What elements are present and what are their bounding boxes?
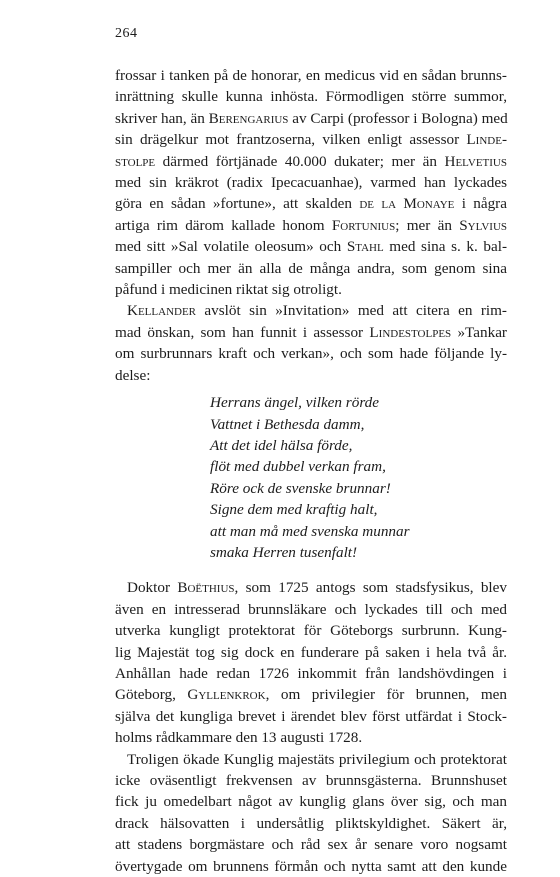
text-run: påfund i medicinen riktat sig otroligt. xyxy=(115,281,342,299)
text-line xyxy=(115,684,507,705)
text-line xyxy=(115,727,507,748)
poem-line: Att det idel hälsa förde, xyxy=(210,436,353,454)
text-run: utverka kungligt protektorat för Göteborgs surbrunn. Kung- xyxy=(115,622,507,640)
poem-line: Vattnet i Bethesda damm, xyxy=(210,415,365,433)
body-text xyxy=(115,65,507,877)
text-line xyxy=(115,663,507,684)
text-line xyxy=(115,65,507,86)
name-small-caps: Sylvius xyxy=(459,216,508,234)
text-run: artiga rim därom kallade honom xyxy=(115,216,332,234)
paragraph-2 xyxy=(115,300,507,386)
text-run: drack hälsovatten i undersåtlig pliktskyldighet. Säkert är, xyxy=(115,814,507,832)
name-small-caps: Lindestolpes xyxy=(369,323,452,341)
text-line xyxy=(115,258,507,279)
page-number: 264 xyxy=(115,26,138,41)
text-run: sin drägelkur mot frantzoserna, vilken enligt assessor xyxy=(115,131,467,149)
text-run: icke oväsentligt frekvensen av brunnsgästerna. Brunnshuset xyxy=(115,772,507,789)
text-run: , som 1725 antogs som stadsfysikus, blev xyxy=(234,579,507,597)
paragraph-4 xyxy=(115,749,507,877)
text-run: övertygade om brunnens förmån och nytta samt att den kunde xyxy=(115,857,507,875)
text-line xyxy=(115,577,507,598)
text-line xyxy=(115,322,507,343)
text-run: att stadens borgmästare och råd sex år senare voro nogsamt xyxy=(115,836,507,854)
text-line xyxy=(115,791,507,812)
text-run: därmed förtjänade 40.000 dukater; mer än xyxy=(155,152,445,170)
text-line xyxy=(115,343,507,364)
text-run: om surbrunnars kraft och verkan», och som hade följande ly- xyxy=(115,345,507,363)
text-run: »Tankar xyxy=(451,323,507,341)
name-small-caps: Stahl xyxy=(346,238,384,256)
text-run: själva det kungliga brevet i ärendet blev först utfärdat i Stock- xyxy=(115,707,507,725)
text-run: av Carpi (professor i Bologna) med xyxy=(288,109,508,127)
poem xyxy=(210,392,507,563)
poem-line: Röre ock de svenske brunnar! xyxy=(210,479,391,497)
paragraph-1 xyxy=(115,65,507,300)
text-run: med sin kräkrot (radix Ipecacuanhae), varmed han lyckades xyxy=(115,174,507,192)
text-line xyxy=(115,813,507,834)
text-run: avslöt sin »Invitation» med att citera en rim- xyxy=(196,302,507,320)
text-line xyxy=(115,86,507,107)
text-run: Troligen ökade Kunglig majestäts privilegium och protektorat xyxy=(127,750,507,768)
text-run: fick ju omedelbart något av kunglig glans över sig, och man xyxy=(115,793,507,811)
text-line xyxy=(115,129,507,150)
text-run: Doktor xyxy=(127,579,178,597)
name-small-caps: Fortunius xyxy=(331,216,396,234)
name-small-caps: Linde- xyxy=(466,131,507,149)
poem-line: smaka Herren tusenfalt! xyxy=(210,543,358,561)
text-line xyxy=(115,749,507,770)
text-line xyxy=(115,151,507,172)
text-line xyxy=(115,108,507,129)
name-small-caps: Kellander xyxy=(127,302,197,320)
text-run: ; mer än xyxy=(395,216,460,234)
text-line xyxy=(115,172,507,193)
text-line xyxy=(115,599,507,620)
text-run: holms rådkammare den 13 augusti 1728. xyxy=(115,729,363,747)
text-line xyxy=(115,620,507,641)
text-run: Göteborg, xyxy=(115,686,188,704)
text-line xyxy=(115,706,507,727)
poem-line: flöt med dubbel verkan fram, xyxy=(210,458,386,476)
text-line xyxy=(115,856,507,877)
poem-line: att man må med svenska munnar xyxy=(210,522,410,540)
text-run: delse: xyxy=(115,366,151,384)
text-run: mad önskan, som han funnit i assessor xyxy=(115,323,370,341)
text-line xyxy=(115,215,507,236)
name-small-caps: Berengarius xyxy=(208,109,289,127)
name-small-caps: stolpe xyxy=(115,152,156,170)
text-run: även en intresserad brunnsläkare och lyckades till och med xyxy=(115,600,507,618)
poem-line: Signe dem med kraftig halt, xyxy=(210,501,378,519)
poem-line: Herrans ängel, vilken rörde xyxy=(210,394,379,412)
name-small-caps: Helvetius xyxy=(444,152,507,170)
paragraph-3 xyxy=(115,577,507,748)
name-small-caps: Boëthius xyxy=(177,579,235,597)
text-line xyxy=(115,365,507,386)
text-run: göra en sådan »fortune», att skalden xyxy=(115,195,360,213)
text-run: Anhållan hade redan 1726 inkommit från landshövdingen i xyxy=(115,664,507,682)
text-run: frossar i tanken på de honorar, en medicus vid en sådan brunns- xyxy=(115,67,507,84)
text-run: inrättning skulle kunna inhösta. Förmodligen större summor, xyxy=(115,88,507,106)
text-run: , om privilegier för brunnen, men xyxy=(265,686,507,704)
text-line xyxy=(115,300,507,321)
text-line xyxy=(115,279,507,300)
text-run: med sitt »Sal volatile oleosum» och xyxy=(115,238,347,256)
name-small-caps: Gyllenkrok xyxy=(187,686,266,704)
text-line xyxy=(115,236,507,257)
text-run: lig Majestät tog sig dock en funderare på saken i hela två år. xyxy=(115,643,507,661)
text-run: med sina s. k. bal- xyxy=(383,238,507,256)
text-line xyxy=(115,193,507,214)
text-line xyxy=(115,834,507,855)
text-run: skriver han, än xyxy=(115,109,209,127)
text-run: sampiller och mer än alla de många andra, som genom sina xyxy=(115,259,507,277)
text-run: i några xyxy=(454,195,507,213)
text-line xyxy=(115,642,507,663)
name-small-caps: de la Monaye xyxy=(359,195,455,213)
text-line xyxy=(115,770,507,791)
